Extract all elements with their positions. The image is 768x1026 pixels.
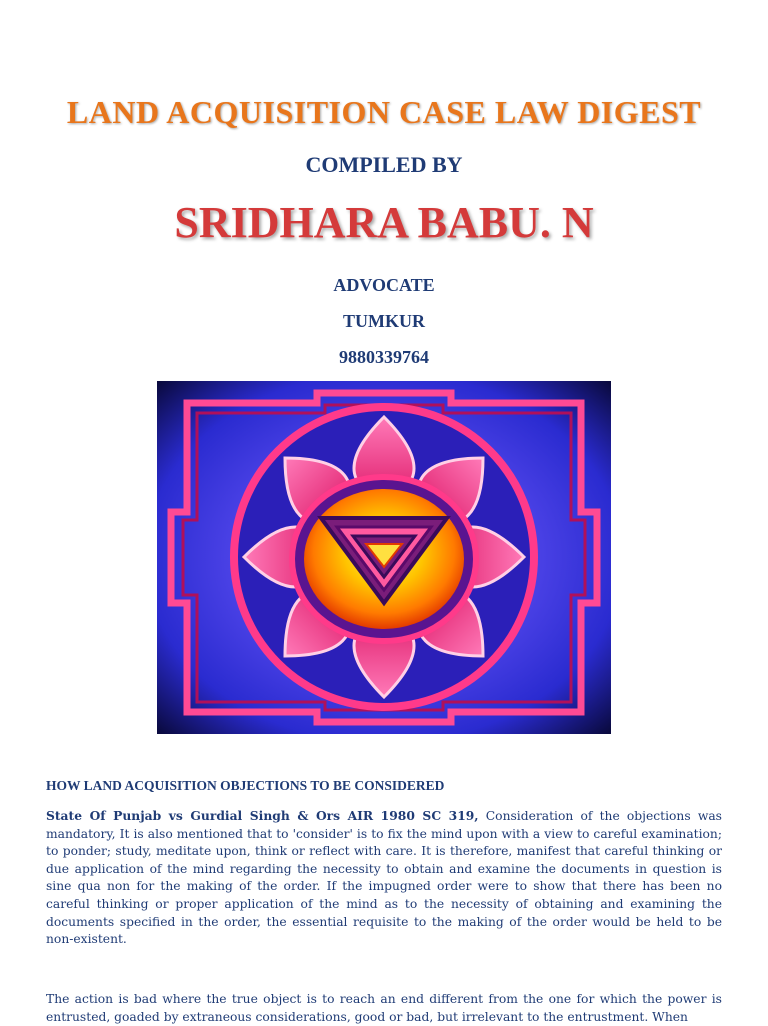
author-profession: ADVOCATE xyxy=(333,275,435,295)
yantra-image xyxy=(157,381,611,734)
section-heading: HOW LAND ACQUISITION OBJECTIONS TO BE CONSIDERED xyxy=(46,778,445,793)
second-paragraph: The action is bad where the true object is to reach an end different from the one for which the power is entrusted, goaded by extraneous considerations, good or bad, but irrelevant to the entrustment. When xyxy=(46,992,722,1024)
compiled-by-label: COMPILED BY xyxy=(305,152,463,177)
document-title: LAND ACQUISITION CASE LAW DIGEST xyxy=(66,94,702,130)
case-text: Consideration of the objections was mandatory, It is also mentioned that to 'consider' is to fix the mind upon with a view to careful examination; to ponder; study, meditate upon, think or reflect with care. It is therefore, manifest that careful thinking or due application of the mind regarding the necessity to obtain and examine the documents in question is sine qua non for the making of the order. If the impugned order were to show that there has been no careful thinking or proper application of the mind as to the necessity of obtaining and examining the documents specified in the order, the essential requisite to the making of the order would be held to be non-existent. xyxy=(46,809,722,947)
author-phone: 9880339764 xyxy=(339,347,429,367)
author-place: TUMKUR xyxy=(343,311,425,331)
case-paragraph xyxy=(46,807,722,949)
author-name: SRIDHARA BABU. N xyxy=(174,198,594,247)
case-citation: State Of Punjab vs Gurdial Singh & Ors AIR 1980 SC 319, xyxy=(46,808,479,823)
